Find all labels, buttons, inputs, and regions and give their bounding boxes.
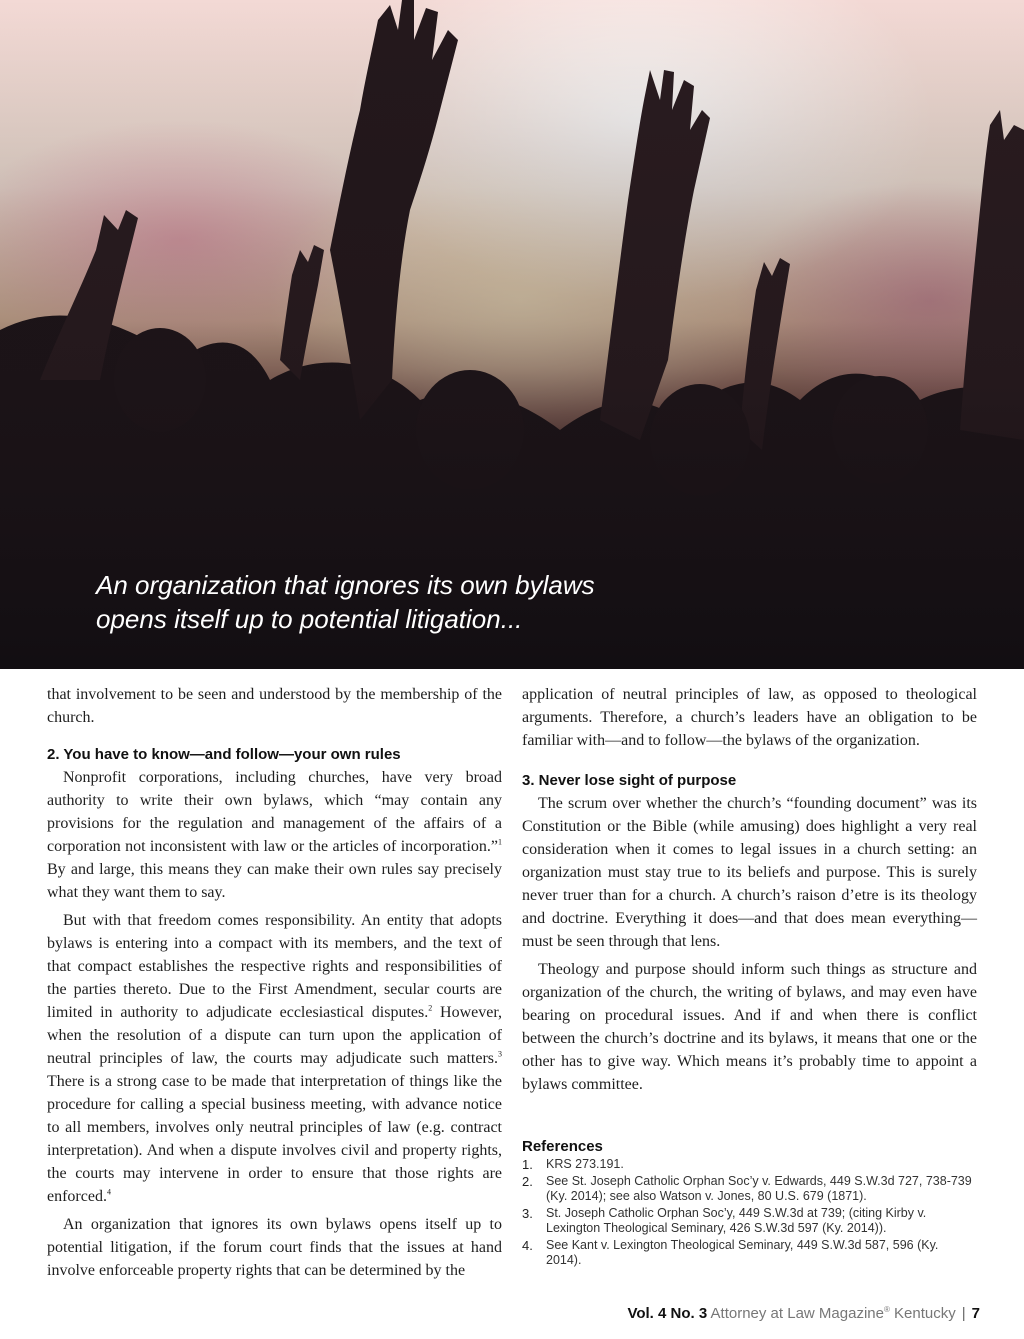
section-2-p1-text-b: By and large, this means they can make their own rules say precisely what they want them to say. xyxy=(47,861,502,901)
section-2-p1-text-a: Nonprofit corporations, including churches, have very broad authority to write their own bylaws, which “may contain any provisions for the regulation and management of the affairs of a corporation not inconsistent with law or the articles of incorporation.” xyxy=(47,769,502,855)
left-column xyxy=(47,683,502,1282)
section-2-paragraph-3: An organization that ignores its own bylaws opens itself up to potential litigation, if the forum court finds that the issues at hand involve enforceable property rights that can be determined by the xyxy=(47,1216,502,1279)
footer-registered-mark: ® xyxy=(883,1305,890,1314)
reference-item xyxy=(522,1157,977,1173)
footnote-ref-4: 4 xyxy=(106,1187,111,1197)
left-intro-paragraph: that involvement to be seen and understood by the membership of the church. xyxy=(47,686,502,726)
reference-number: 3. xyxy=(522,1205,533,1221)
section-2-p2-text-a: But with that freedom comes responsibility. An entity that adopts bylaws is entering into a compact with its members, and the text of that compact establishes the respective rights and responsibilities of the parties thereto. Due to the First Amendment, secular courts are limited in authority to adjudicate ecclesiastical disputes. xyxy=(47,912,502,1021)
reference-number: 4. xyxy=(522,1237,533,1253)
section-2-heading: 2. You have to know—and follow—your own rules xyxy=(47,746,401,763)
section-3-paragraph-1: The scrum over whether the church’s “founding document” was its Constitution or the Bible (while amusing) does highlight a very real consideration when it comes to legal issues in a church setting: an organization must stay true to its beliefs and purpose. This is surely never truer than for a church. A church’s raison d’etre is its theology and doctrine. Everything it does—and that does mean everything—must be seen through that lens. xyxy=(522,795,977,950)
section-2-paragraph-2 xyxy=(47,909,502,1208)
footer-separator: | xyxy=(961,1305,966,1322)
reference-number: 2. xyxy=(522,1173,533,1189)
reference-item xyxy=(522,1174,977,1205)
footer-page-number: 7 xyxy=(971,1305,980,1322)
page-footer xyxy=(627,1305,980,1322)
section-2-p2-text-c: There is a strong case to be made that interpretation of things like the procedure for calling a special business meeting, with advance notice to all members, involves only neutral principles of law (e.g. contract interpretation). And when a dispute involves civil and property rights, the courts may intervene in order to ensure that those rights are enforced. xyxy=(47,1073,502,1205)
footnote-ref-1: 1 xyxy=(498,837,502,847)
section-3-paragraph-2: Theology and purpose should inform such things as structure and organization of the church, the writing of bylaws, and may even have bearing on procedural issues. And if and when there is conflict between the church’s doctrine and its bylaws, it means that one or the other has to give way. Which means it’s probably time to appoint a bylaws committee. xyxy=(522,961,977,1093)
reference-text: See Kant v. Lexington Theological Seminary, 449 S.W.3d 587, 596 (Ky. 2014). xyxy=(546,1237,939,1267)
reference-text: St. Joseph Catholic Orphan Soc’y, 449 S.W.3d at 739; (citing Kirby v. Lexington Theological Seminary, 426 S.W.3d 597 (Ky. 2014)). xyxy=(546,1205,927,1235)
footnote-ref-3: 3 xyxy=(498,1049,502,1059)
footer-edition: Kentucky xyxy=(889,1305,956,1322)
section-2-paragraph-1 xyxy=(47,766,502,904)
reference-item xyxy=(522,1206,977,1237)
reference-text: See St. Joseph Catholic Orphan Soc’y v. Edwards, 449 S.W.3d 727, 738-739 (Ky. 2014); see also Watson v. Jones, 80 U.S. 679 (1871). xyxy=(546,1173,972,1203)
footer-publication: Attorney at Law Magazine xyxy=(710,1305,884,1322)
hero-caption-line2: opens itself up to potential litigation... xyxy=(96,604,523,634)
right-column xyxy=(522,683,977,1270)
footer-volume: Vol. 4 No. 3 xyxy=(627,1305,708,1322)
reference-text: KRS 273.191. xyxy=(546,1157,624,1171)
section-3-heading: 3. Never lose sight of purpose xyxy=(522,772,737,789)
hero-caption-line1: An organization that ignores its own bylaws xyxy=(96,570,595,600)
references-heading: References xyxy=(522,1138,603,1155)
hero-caption xyxy=(96,568,796,636)
references-list xyxy=(522,1157,977,1269)
reference-number: 1. xyxy=(522,1157,533,1172)
hero-photo xyxy=(0,0,1024,669)
section-2-p2-text-b: However, when the resolution of a dispute can turn upon the application of neutral principles of law, the courts may adjudicate such matters. xyxy=(47,1004,503,1067)
footnote-ref-2: 2 xyxy=(428,1003,433,1013)
right-intro-paragraph: application of neutral principles of law, as opposed to theological arguments. Therefore, a church’s leaders have an obligation to be familiar with—and to follow—the bylaws of the organization. xyxy=(522,686,977,749)
reference-item xyxy=(522,1238,977,1269)
